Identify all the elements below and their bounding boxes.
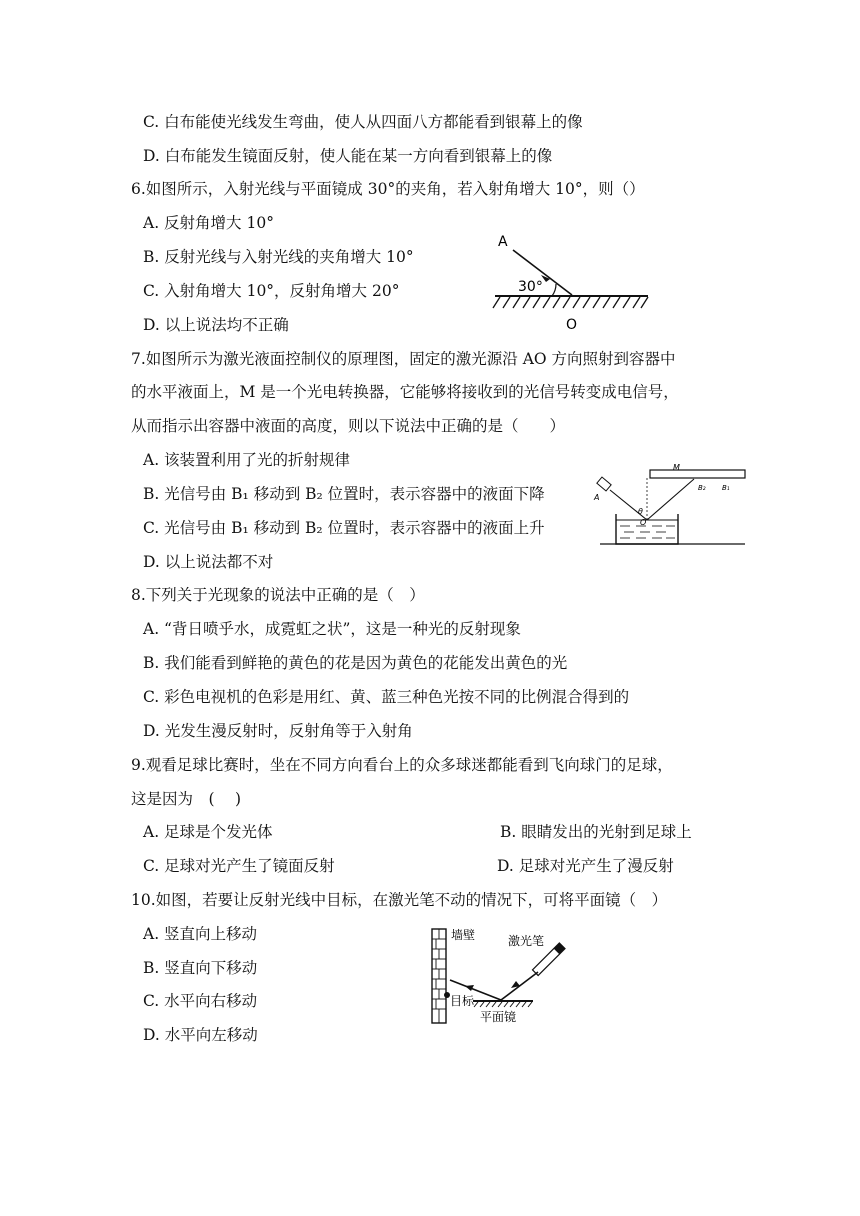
angle-arc — [552, 284, 556, 296]
q6-option-d: D. 以上说法均不正确 — [143, 316, 289, 334]
q7-option-b: B. 光信号由 B₁ 移动到 B₂ 位置时，表示容器中的液面下降 — [143, 485, 545, 503]
question-8-stem: 8.下列关于光现象的说法中正确的是（ ） — [131, 586, 425, 604]
option-c-prev: C. 白布能使光线发生弯曲，使人从四面八方都能看到银幕上的像 — [143, 113, 583, 131]
laser-source — [593, 477, 611, 502]
label-target: 目标 — [450, 994, 475, 1008]
q9-option-b: B. 眼睛发出的光射到足球上 — [500, 823, 692, 841]
question-9-stem-1: 9.观看足球比赛时，坐在不同方向看台上的众多球迷都能看到飞向球门的足球， — [131, 756, 673, 774]
option-d-prev: D. 白布能发生镜面反射，使人能在某一方向看到银幕上的像 — [143, 147, 553, 165]
question-7-stem-2: 的水平液面上，M 是一个光电转换器，它能够将接收到的光信号转变成电信号， — [131, 383, 679, 401]
q6-option-a: A. 反射角增大 10° — [143, 214, 274, 232]
label-m: M — [673, 463, 680, 472]
converter-m — [650, 470, 745, 478]
label-b2: B₂ — [698, 484, 706, 492]
question-10-stem: 10.如图，若要让反射光线中目标，在激光笔不动的情况下，可将平面镜（ ） — [131, 891, 668, 909]
q10-option-c: C. 水平向右移动 — [143, 992, 258, 1010]
q8-option-a: A. “背日喷乎水，成霓虹之状”，这是一种光的反射现象 — [143, 620, 521, 638]
q10-option-b: B. 竖直向下移动 — [143, 959, 258, 977]
label-a: A — [498, 234, 508, 250]
wall — [432, 929, 446, 1023]
q6-figure — [490, 232, 655, 334]
label-mirror: 平面镜 — [480, 1010, 517, 1024]
label-theta: θ — [638, 507, 643, 516]
q7-figure — [590, 462, 750, 552]
q7-option-a: A. 该装置利用了光的折射规律 — [143, 451, 351, 469]
q6-option-b: B. 反射光线与入射光线的夹角增大 10° — [143, 248, 414, 266]
label-o: O — [566, 317, 578, 333]
label-b1: B₁ — [722, 484, 730, 492]
question-6-stem: 6.如图所示，入射光线与平面镜成 30°的夹角，若入射角增大 10°，则（） — [131, 180, 645, 198]
mirror-hatching — [474, 1002, 532, 1007]
q6-option-c: C. 入射角增大 10°，反射角增大 20° — [143, 282, 400, 300]
q8-option-d: D. 光发生漫反射时，反射角等于入射角 — [143, 722, 413, 740]
q10-option-d: D. 水平向左移动 — [143, 1026, 258, 1044]
q9-option-d: D. 足球对光产生了漫反射 — [497, 857, 674, 875]
label-a: A — [594, 493, 600, 502]
q10-figure — [428, 925, 578, 1027]
question-9-stem-2: 这是因为 ( ) — [131, 790, 242, 808]
q10-option-a: A. 竖直向上移动 — [143, 925, 258, 943]
liquid-fill — [620, 526, 675, 538]
q7-option-d: D. 以上说法都不对 — [143, 553, 274, 571]
question-7-stem-1: 7.如图所示为激光液面控制仪的原理图，固定的激光源沿 AO 方向照射到容器中 — [131, 350, 676, 368]
q7-option-c: C. 光信号由 B₁ 移动到 B₂ 位置时，表示容器中的液面上升 — [143, 519, 545, 537]
label-angle: 30° — [518, 279, 543, 295]
label-o: O — [640, 518, 647, 527]
q8-option-c: C. 彩色电视机的色彩是用红、黄、蓝三种色光按不同的比例混合得到的 — [143, 688, 630, 706]
q9-option-a: A. 足球是个发光体 — [143, 823, 273, 841]
reflected-ray — [647, 479, 694, 520]
q9-option-c: C. 足球对光产生了镜面反射 — [143, 857, 335, 875]
mirror-hatching — [493, 297, 648, 308]
question-7-stem-3: 从而指示出容器中液面的高度，则以下说法中正确的是（ ） — [131, 417, 566, 435]
label-laser-pen: 激光笔 — [508, 934, 545, 948]
q8-option-b: B. 我们能看到鲜艳的黄色的花是因为黄色的花能发出黄色的光 — [143, 654, 568, 672]
reflected-arrowhead — [465, 985, 474, 991]
label-wall: 墙壁 — [451, 928, 476, 942]
